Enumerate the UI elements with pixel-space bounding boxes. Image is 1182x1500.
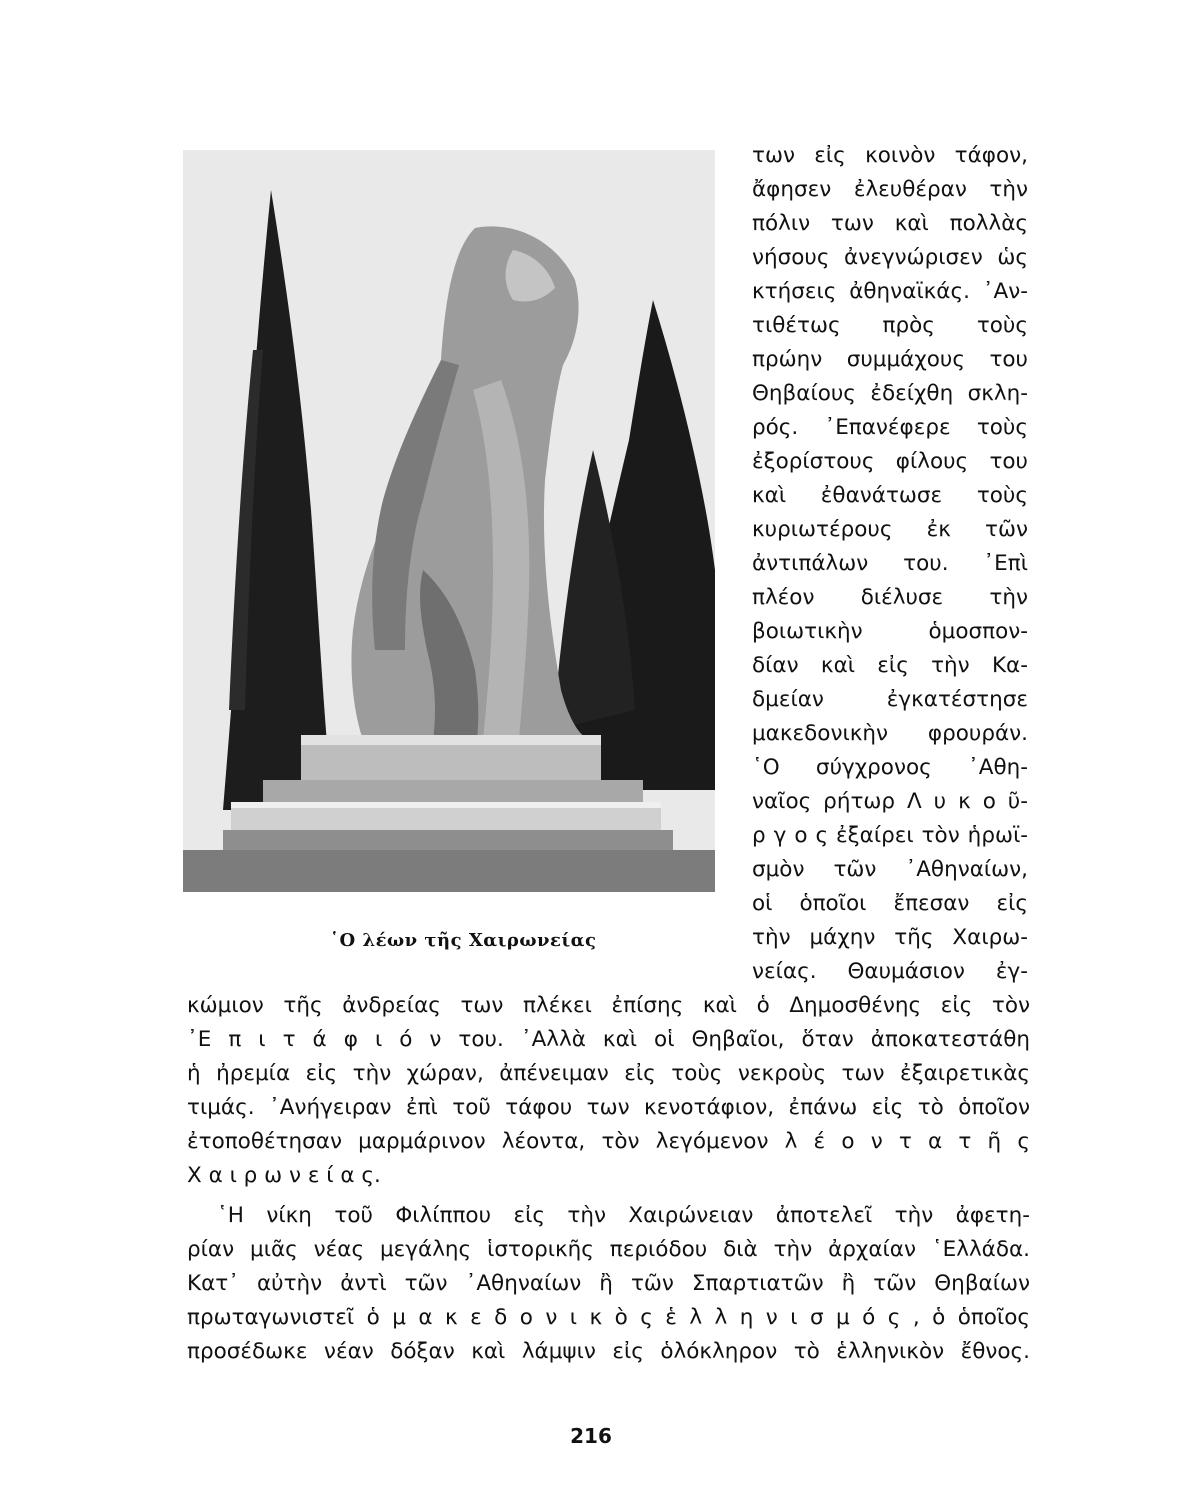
text-line: πρώην συμμάχους του — [752, 347, 1028, 372]
text-line: κυριωτέρους ἐκ τῶν — [752, 517, 1028, 542]
text-line: Θηβαίους ἐδείχθη σκλη- — [752, 381, 1028, 406]
text-line: προσέδωκε νέαν δόξαν καὶ λάμψιν εἰς ὁλόκληρον τὸ ἑλληνικὸν ἔθνος. — [187, 1339, 1030, 1364]
text-line: πρωταγωνιστεῖ ὁ μ α κ ε δ ο ν ι κ ὸ ς ἑ λ λ η ν ι σ μ ό ς , ὁ ὁποῖος — [187, 1305, 1030, 1330]
text-line: νείας. Θαυμάσιον ἐγ- — [752, 959, 1028, 984]
text-line: ἡ ἠρεμία εἰς τὴν χώραν, ἀπένειμαν εἰς τοὺς νεκροὺς των ἐξαιρετικὰς — [187, 1061, 1030, 1086]
text-line: ῾Ο σύγχρονος ᾿Αθη- — [752, 755, 1028, 780]
text-line: των εἰς κοινὸν τάφον, — [752, 143, 1028, 168]
text-line: Κατ᾿ αὐτὴν ἀντὶ τῶν ᾿Αθηναίων ἢ τῶν Σπαρτιατῶν ἢ τῶν Θηβαίων — [187, 1271, 1030, 1296]
text-line: ἀντιπάλων του. ᾿Επὶ — [752, 551, 1028, 576]
text-line: κώμιον τῆς ἀνδρείας των πλέκει ἐπίσης καὶ ὁ Δημοσθένης εἰς τὸν — [187, 993, 1030, 1018]
text-line: πόλιν των καὶ πολλὰς — [752, 211, 1028, 236]
text-line: ρίαν μιᾶς νέας μεγάλης ἱστορικῆς περιόδου διὰ τὴν ἀρχαίαν ῾Ελλάδα. — [187, 1237, 1030, 1262]
text-line: δμείαν ἐγκατέστησε — [752, 687, 1028, 712]
text-line: οἱ ὁποῖοι ἔπεσαν εἰς — [752, 891, 1028, 916]
lion-of-chaeronea-photo — [183, 150, 715, 892]
text-line: ῾Η νίκη τοῦ Φιλίππου εἰς τὴν Χαιρώνειαν ἀποτελεῖ τὴν ἀφετη- — [217, 1203, 1030, 1228]
text-line: σμὸν τῶν ᾿Αθηναίων, — [752, 857, 1028, 882]
text-line: ναῖος ρήτωρ Λ υ κ ο ῦ- — [752, 789, 1028, 814]
text-line: δίαν καὶ εἰς τὴν Κα- — [752, 653, 1028, 678]
text-line: κτήσεις ἀθηναϊκάς. ᾿Αν- — [752, 279, 1028, 304]
text-line: μακεδονικὴν φρουράν. — [752, 721, 1028, 746]
text-line: ᾿Ε π ι τ ά φ ι ό ν του. ᾿Αλλὰ καὶ οἱ Θηβαῖοι, ὅταν ἀποκατεστάθη — [187, 1027, 1030, 1052]
text-line: πλέον διέλυσε τὴν — [752, 585, 1028, 610]
text-line: ἐξορίστους φίλους του — [752, 449, 1028, 474]
page-number: 216 — [570, 1424, 612, 1448]
text-line: ρ γ ο ς ἐξαίρει τὸν ἡρωϊ- — [752, 823, 1028, 848]
text-line: ρός. ᾿Επανέφερε τοὺς — [752, 415, 1028, 440]
text-line: τιμάς. ᾿Ανήγειραν ἐπὶ τοῦ τάφου των κενοτάφιον, ἐπάνω εἰς τὸ ὁποῖον — [187, 1095, 1030, 1120]
text-line: Χ α ι ρ ω ν ε ί α ς. — [187, 1163, 381, 1188]
text-line: νήσους ἀνεγνώρισεν ὡς — [752, 245, 1028, 270]
text-line: τιθέτως πρὸς τοὺς — [752, 313, 1028, 338]
text-line: βοιωτικὴν ὁμοσπον- — [752, 619, 1028, 644]
text-line: καὶ ἐθανάτωσε τοὺς — [752, 483, 1028, 508]
text-line: ἐτοποθέτησαν μαρμάρινον λέοντα, τὸν λεγόμενον λ έ ο ν τ α τ ῆ ς — [187, 1129, 1030, 1154]
text-line: τὴν μάχην τῆς Χαιρω- — [752, 925, 1028, 950]
text-line: ἄφησεν ἐλευθέραν τὴν — [752, 177, 1028, 202]
photo-caption: ῾Ο λέων τῆς Χαιρωνείας — [330, 930, 597, 951]
